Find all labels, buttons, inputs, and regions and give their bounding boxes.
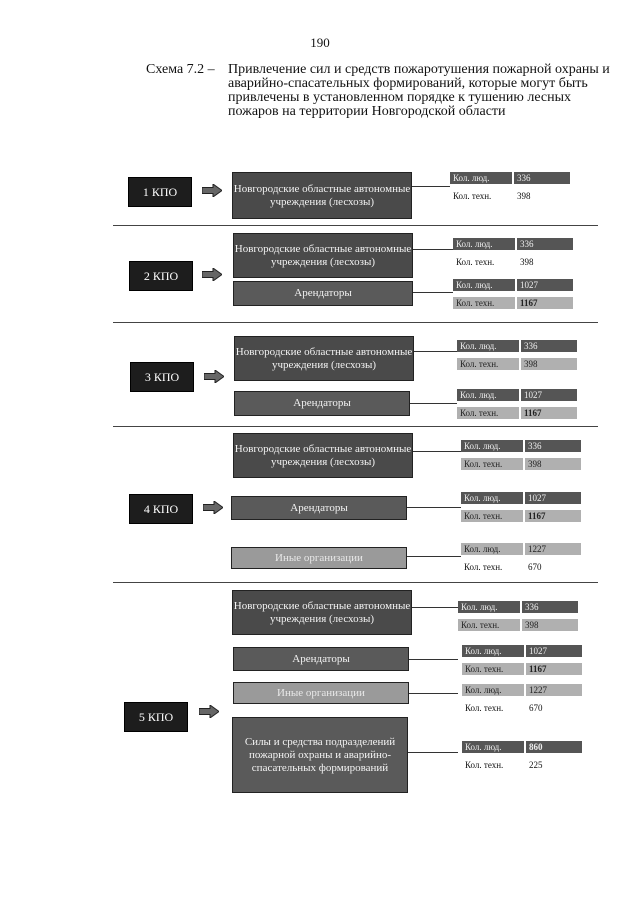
section-divider (113, 582, 598, 583)
section-divider (113, 426, 598, 427)
stat-people: Кол. люд. 336 (450, 172, 570, 184)
stat-tech: Кол. техн. 670 (464, 562, 542, 572)
kpo-level-4: 4 КПО (129, 494, 193, 524)
kpo-level-2: 2 КПО (129, 261, 193, 291)
stat-people: Кол. люд. 1027 (462, 645, 582, 657)
unit-novgorod-institutions: Новгородские областные автономные учреждения (лесхозы) (233, 433, 413, 478)
caption-text: Привлечение сил и средств пожаротушения пожарной охраны и аварийно-спасательных формирований, которые могут быть привлечены в установленном порядке к тушению лесных пожаров на территории Новгородской области (228, 62, 610, 119)
unit-novgorod-institutions: Новгородские областные автономные учреждения (лесхозы) (232, 172, 412, 219)
unit-other-organizations: Иные организации (233, 682, 409, 704)
connector-line (408, 752, 458, 753)
unit-tenants: Арендаторы (233, 647, 409, 671)
stat-tech: Кол. техн. 398 (453, 191, 531, 201)
section-divider (113, 225, 598, 226)
stat-tech: Кол. техн. 1167 (453, 297, 573, 309)
stat-people: Кол. люд. 1027 (453, 279, 573, 291)
stat-people: Кол. люд. 1227 (462, 684, 582, 696)
stat-tech: Кол. техн. 1167 (457, 407, 577, 419)
unit-other-organizations: Иные организации (231, 547, 407, 569)
unit-novgorod-institutions: Новгородские областные автономные учреждения (лесхозы) (232, 590, 412, 635)
stat-people: Кол. люд. 860 (462, 741, 582, 753)
unit-tenants: Арендаторы (233, 281, 413, 306)
arrow-right-icon (202, 184, 222, 197)
connector-line (413, 292, 453, 293)
arrow-right-icon (202, 268, 222, 281)
kpo-level-5: 5 КПО (124, 702, 188, 732)
stat-tech: Кол. техн. 670 (465, 703, 543, 713)
caption-label: Схема 7.2 – (146, 62, 215, 77)
connector-line (413, 451, 461, 452)
kpo-level-1: 1 КПО (128, 177, 192, 207)
connector-line (410, 403, 457, 404)
connector-line (409, 693, 458, 694)
stat-tech: Кол. техн. 225 (465, 760, 543, 770)
page-number: 190 (310, 35, 330, 50)
stat-people: Кол. люд. 1227 (461, 543, 581, 555)
arrow-right-icon (199, 705, 219, 718)
arrow-right-icon (204, 370, 224, 383)
connector-line (412, 607, 458, 608)
stat-tech: Кол. техн. 398 (457, 358, 577, 370)
connector-line (413, 249, 453, 250)
stat-people: Кол. люд. 1027 (461, 492, 581, 504)
stat-people: Кол. люд. 336 (453, 238, 573, 250)
stat-people: Кол. люд. 336 (457, 340, 577, 352)
kpo-level-3: 3 КПО (130, 362, 194, 392)
stat-tech: Кол. техн. 398 (461, 458, 581, 470)
unit-novgorod-institutions: Новгородские областные автономные учреждения (лесхозы) (233, 233, 413, 278)
stat-tech: Кол. техн. 398 (458, 619, 578, 631)
connector-line (414, 351, 457, 352)
connector-line (407, 556, 461, 557)
unit-tenants: Арендаторы (234, 391, 410, 416)
unit-novgorod-institutions: Новгородские областные автономные учреждения (лесхозы) (234, 336, 414, 381)
stat-tech: Кол. техн. 1167 (461, 510, 581, 522)
connector-line (407, 507, 461, 508)
connector-line (412, 186, 450, 187)
stat-people: Кол. люд. 336 (458, 601, 578, 613)
stat-people: Кол. люд. 1027 (457, 389, 577, 401)
unit-fire-rescue-forces: Силы и средства подразделений пожарной охраны и аварийно-спасательных формирований (232, 717, 408, 793)
stat-tech: Кол. техн. 398 (456, 257, 534, 267)
stat-tech: Кол. техн. 1167 (462, 663, 582, 675)
unit-tenants: Арендаторы (231, 496, 407, 520)
stat-people: Кол. люд. 336 (461, 440, 581, 452)
arrow-right-icon (203, 501, 223, 514)
section-divider (113, 322, 598, 323)
connector-line (409, 659, 458, 660)
